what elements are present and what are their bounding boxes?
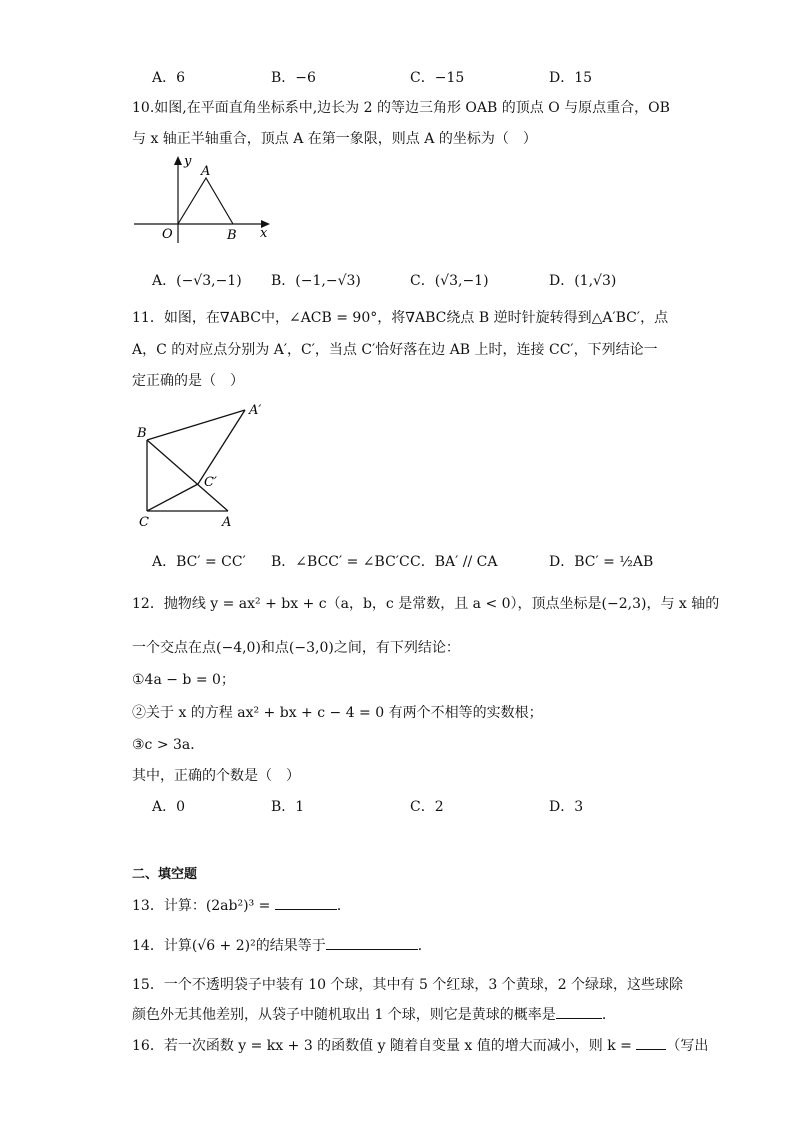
q11-stem-line2: A，C 的对应点分别为 A′，C′，当点 C′恰好落在边 AB 上时，连接 CC′，下列结论一 xyxy=(132,342,658,358)
label-a: A xyxy=(222,515,232,530)
q11-option-b: B．∠BCC′ = ∠BC′C xyxy=(271,554,410,570)
q12-option-d: D．3 xyxy=(549,799,584,815)
q9-option-c: C．−15 xyxy=(410,70,465,86)
q13-text: 13．计算：(2ab²)³ = xyxy=(132,898,275,914)
q12-stem-line2: 一个交点在点(−4,0)和点(−3,0)之间，有下列结论： xyxy=(132,640,460,656)
q10-figure-coordinate-triangle xyxy=(132,153,277,245)
q13-answer-blank[interactable] xyxy=(275,895,337,910)
q15-answer-blank[interactable] xyxy=(556,1004,602,1019)
q14-text: 14．计算(√6 + 2)²的结果等于 xyxy=(132,938,326,954)
q15-end: ． xyxy=(601,1007,616,1023)
q12-conclusion-2: ②关于 x 的方程 ax² + bx + c − 4 = 0 有两个不相等的实数根； xyxy=(132,705,543,721)
q10-option-c: C．(√3,−1) xyxy=(410,273,489,289)
q12-option-c: C．2 xyxy=(410,799,444,815)
label-b: B xyxy=(137,426,147,441)
label-c: C xyxy=(139,515,149,530)
q14-end: ． xyxy=(417,938,432,954)
section-title-fill-in: 二、填空题 xyxy=(132,867,198,882)
q10-option-a: A．(−√3,−1) xyxy=(152,273,242,289)
label-y: y xyxy=(184,154,192,169)
q10-option-b: B．(−1,−√3) xyxy=(271,273,361,289)
q15-stem-line1: 15．一个不透明袋子中装有 10 个球，其中有 5 个红球，3 个黄球，2 个绿球，这些球除 xyxy=(132,977,684,993)
q11-option-d: D．BC′ = ½AB xyxy=(549,554,654,570)
label-x: x xyxy=(260,226,268,241)
q11-stem-line1: 11．如图，在∇ABC中，∠ACB = 90°，将∇ABC绕点 B 逆时针旋转得到△A′BC′，点 xyxy=(132,310,669,326)
q16-answer-blank[interactable] xyxy=(636,1035,666,1050)
triangle-oab xyxy=(178,178,233,224)
q12-stem-line1: 12．抛物线 y = ax² + bx + c（a，b，c 是常数，且 a < 0），顶点坐标是(−2,3)，与 x 轴的 xyxy=(132,596,720,612)
q10-stem-line2: 与 x 轴正半轴重合，顶点 A 在第一象限，则点 A 的坐标为（ ） xyxy=(132,131,537,147)
q11-option-a: A．BC′ = CC′ xyxy=(152,554,246,570)
q13-end: ． xyxy=(336,898,351,914)
q12-conclusion-1: ①4a − b = 0； xyxy=(132,672,235,688)
q9-option-d: D．15 xyxy=(549,70,593,86)
q12-option-b: B．1 xyxy=(271,799,305,815)
q12-conclusion-3: ③c > 3a． xyxy=(132,737,205,753)
q13-line xyxy=(132,895,351,915)
y-axis-arrow-icon xyxy=(174,156,182,165)
q16-text: 16．若一次函数 y = kx + 3 的函数值 y 随着自变量 x 值的增大而减小，则 k = xyxy=(132,1038,637,1054)
q12-option-a: A．0 xyxy=(152,799,186,815)
q16-line xyxy=(132,1035,708,1055)
q11-option-c: C．BA′ // CA xyxy=(410,554,498,570)
q9-option-b: B．−6 xyxy=(271,70,316,86)
q15-line2 xyxy=(132,1004,616,1024)
label-a-prime: A′ xyxy=(249,403,262,418)
label-a: A xyxy=(201,164,211,179)
q10-option-d: D．(1,√3) xyxy=(549,273,617,289)
q12-question: 其中，正确的个数是（ ） xyxy=(132,768,300,784)
q10-stem-line1: 10.如图,在平面直角坐标系中,边长为 2 的等边三角形 OAB 的顶点 O 与原点重合，OB xyxy=(132,100,670,116)
q14-answer-blank[interactable] xyxy=(326,935,418,950)
q11-stem-line3: 定正确的是（ ） xyxy=(132,373,244,389)
q11-figure-rotation xyxy=(132,398,272,533)
label-c-prime: C′ xyxy=(204,475,217,490)
label-b: B xyxy=(227,228,237,243)
q15-text: 颜色外无其他差别，从袋子中随机取出 1 个球，则它是黄球的概率是 xyxy=(132,1007,556,1023)
q9-option-a: A．6 xyxy=(152,70,186,86)
label-o: O xyxy=(162,227,173,242)
q16-end: （写出 xyxy=(666,1038,709,1054)
q14-line xyxy=(132,935,432,955)
